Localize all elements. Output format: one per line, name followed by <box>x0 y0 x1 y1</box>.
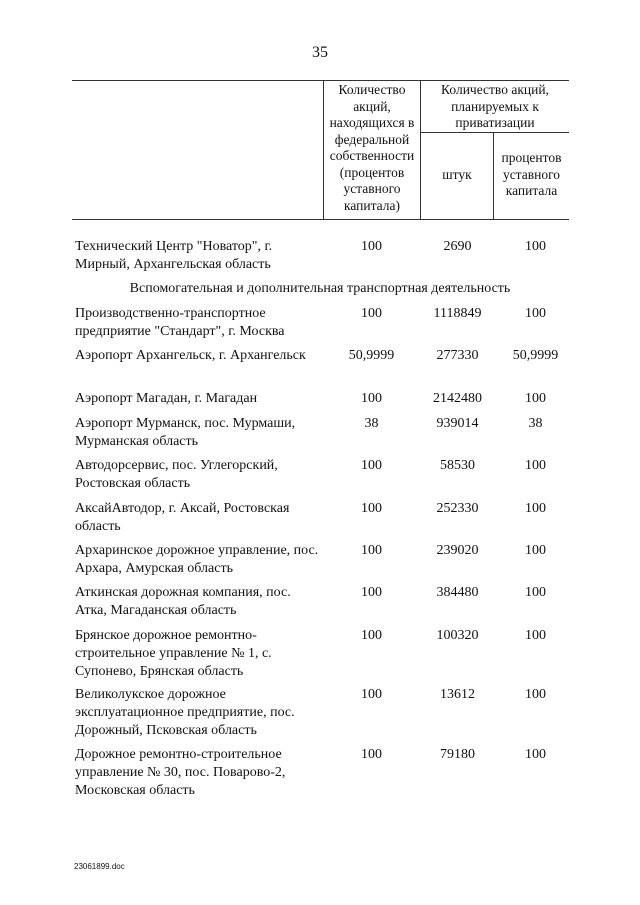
federal-share-value: 100 <box>361 458 382 473</box>
enterprise-name: Аэропорт Архангельск, г. Архангельск <box>75 348 306 363</box>
planned-shares-value: 277330 <box>436 348 479 363</box>
table-header-bottom-rule <box>72 219 569 220</box>
planned-shares-value: 252330 <box>436 501 479 516</box>
planned-percent-value: 100 <box>525 543 546 558</box>
enterprise-name: Аэропорт Мурманск, пос. Мурмаши, Мурманская область <box>75 416 296 449</box>
federal-share-value: 100 <box>361 687 382 702</box>
enterprise-name: Архаринское дорожное управление, пос. Архара, Амурская область <box>75 543 319 576</box>
page-number: 35 <box>312 44 328 61</box>
federal-share-value: 100 <box>361 239 382 254</box>
planned-percent-value: 50,9999 <box>512 348 559 363</box>
federal-share-value: 100 <box>361 501 382 516</box>
planned-percent-value: 100 <box>525 458 546 473</box>
federal-share-value: 100 <box>361 543 382 558</box>
header-shares-count: штук <box>442 167 472 182</box>
planned-percent-value: 100 <box>525 687 546 702</box>
federal-share-value: 50,9999 <box>348 348 395 363</box>
document-filename: 23061899.doc <box>74 862 125 871</box>
enterprise-name: Аэропорт Магадан, г. Магадан <box>75 391 258 406</box>
planned-shares-value: 13612 <box>440 687 475 702</box>
planned-percent-value: 100 <box>525 391 546 406</box>
header-planned-group: Количество акций, планируемых к приватизации <box>441 82 549 130</box>
federal-share-value: 100 <box>361 585 382 600</box>
planned-shares-value: 384480 <box>436 585 479 600</box>
table-top-rule <box>72 80 569 81</box>
planned-shares-value: 58530 <box>440 458 475 473</box>
section-title: Вспомогательная и дополнительная транспортная деятельность <box>129 281 511 296</box>
planned-percent-value: 100 <box>525 239 546 254</box>
planned-shares-value: 2142480 <box>433 391 482 406</box>
planned-shares-value: 939014 <box>436 416 479 431</box>
enterprise-name: Технический Центр "Новатор", г. Мирный, Архангельская область <box>75 239 273 272</box>
enterprise-name: АксайАвтодор, г. Аксай, Ростовская область <box>75 501 290 534</box>
enterprise-name: Великолукское дорожное эксплуатационное предприятие, пос. Дорожный, Псковская область <box>75 687 295 738</box>
enterprise-name: Дорожное ремонтно-строительное управление № 30, пос. Поварово-2, Московская область <box>75 747 286 798</box>
planned-percent-value: 100 <box>525 306 546 321</box>
enterprise-name: Брянское дорожное ремонтно-строительное управление № 1, с. Супонево, Брянская область <box>75 628 272 679</box>
federal-share-value: 100 <box>361 391 382 406</box>
planned-shares-value: 100320 <box>436 628 479 643</box>
header-federal-shares: Количество акций, находящихся в федеральной собственности (процентов уставного капитала) <box>329 82 415 213</box>
federal-share-value: 38 <box>364 416 379 431</box>
planned-shares-value: 1118849 <box>433 306 482 321</box>
enterprise-name: Производственно-транспортное предприятие "Стандарт", г. Москва <box>75 306 285 339</box>
header-capital-percent: процентов уставного капитала <box>501 150 562 198</box>
planned-shares-value: 239020 <box>436 543 479 558</box>
federal-share-value: 100 <box>361 747 382 762</box>
planned-percent-value: 100 <box>525 501 546 516</box>
federal-share-value: 100 <box>361 628 382 643</box>
planned-percent-value: 100 <box>525 628 546 643</box>
planned-percent-value: 38 <box>528 416 543 431</box>
enterprise-name: Автодорсервис, пос. Углегорский, Ростовская область <box>75 458 278 491</box>
table-subheader-rule <box>421 132 569 133</box>
federal-share-value: 100 <box>361 306 382 321</box>
planned-percent-value: 100 <box>525 585 546 600</box>
planned-percent-value: 100 <box>525 747 546 762</box>
planned-shares-value: 79180 <box>440 747 475 762</box>
enterprise-name: Аткинская дорожная компания, пос. Атка, Магаданская область <box>75 585 291 618</box>
planned-shares-value: 2690 <box>443 239 472 254</box>
